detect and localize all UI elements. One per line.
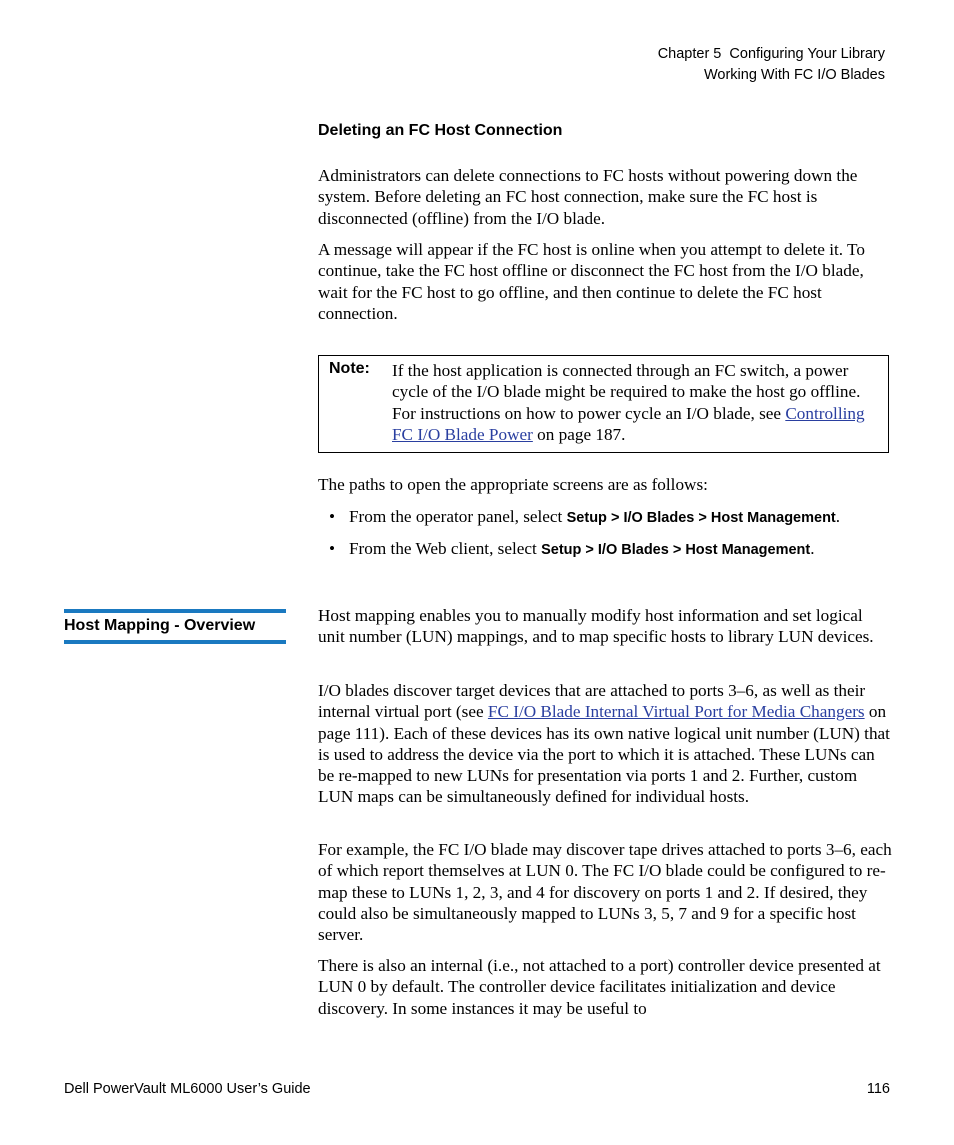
page-number: 116 — [866, 1081, 890, 1097]
para-text: I/O blades discover target devices that are attached to ports 3–6, as well as their internal virtual port (see — [318, 681, 866, 722]
menu-path: Setup > I/O Blades > Host Management — [541, 542, 811, 558]
bullet-item-operator-panel — [349, 506, 840, 529]
paragraph: A message will appear if the FC host is online when you attempt to delete it. To continue, take the FC host offline or disconnect the FC host from the I/O blade, wait for the FC host to go offline, and then continue to delete the FC host connection. — [318, 240, 865, 323]
side-heading — [64, 609, 286, 644]
note-text-before: If the host application is connected through an FC switch, a power cycle of the I/O blade might be required to make the host go offline. For instructions on how to power cycle an I/O blade, see — [392, 361, 861, 423]
note-text — [392, 360, 882, 445]
paragraph: There is also an internal (i.e., not attached to a port) controller device presented at LUN 0 by default. The controller device facilitates initialization and device discovery. In some instances it may be useful to — [318, 956, 881, 1018]
bullet-item-web-client — [349, 538, 815, 561]
note-text-after: on page 187. — [532, 424, 626, 444]
controlling-power-link[interactable]: Controlling FC I/O Blade Power — [392, 403, 865, 444]
paragraph — [318, 680, 893, 808]
bullet-icon: • — [329, 539, 336, 558]
running-header — [658, 44, 885, 86]
menu-path: Setup > I/O Blades > Host Management — [566, 510, 836, 526]
paragraph: Administrators can delete connections to FC hosts without powering down the system. Before deleting an FC host connection, make sure the FC host is disconnected (offline) from the I/O blade. — [318, 166, 858, 228]
para-text: on page 111). Each of these devices has its own native logical unit number (LUN) that is used to address the device via the port to which it is attached. These LUNs can be re-mapped to new LUNs for presentation via ports 1 and 2. Further, custom LUN maps can be simultaneously defined for individual hosts. — [318, 702, 890, 807]
header-section: Working With FC I/O Blades — [703, 67, 885, 83]
section-title: Deleting an FC Host Connection — [318, 122, 563, 139]
paragraph: Host mapping enables you to manually modify host information and set logical unit number (LUN) mappings, and to map specific hosts to library LUN devices. — [318, 606, 874, 647]
bullet-prefix: From the Web client, select — [349, 539, 542, 558]
bullet-prefix: From the operator panel, select — [349, 507, 567, 526]
virtual-port-link[interactable]: FC I/O Blade Internal Virtual Port for Media Changers — [487, 702, 865, 722]
bullet-suffix: . — [835, 507, 841, 526]
note-label: Note: — [329, 360, 370, 377]
paths-intro: The paths to open the appropriate screens are as follows: — [318, 475, 708, 494]
paragraph: For example, the FC I/O blade may discover tape drives attached to ports 3–6, each of which report themselves at LUN 0. The FC I/O blade could be configured to re-map these to LUNs 1, 2, 3, and 4 for discovery on ports 1 and 2. If desired, they could also be simultaneously mapped to LUNs 3, 5, 7 and 9 for a specific host server. — [318, 840, 892, 945]
side-heading-label: Host Mapping - Overview — [64, 617, 256, 634]
header-chapter: Chapter 5 Configuring Your Library — [657, 46, 885, 62]
note-box — [318, 355, 889, 453]
footer-title: Dell PowerVault ML6000 User’s Guide — [64, 1081, 311, 1097]
bullet-suffix: . — [810, 539, 815, 558]
bullet-icon: • — [329, 507, 336, 526]
